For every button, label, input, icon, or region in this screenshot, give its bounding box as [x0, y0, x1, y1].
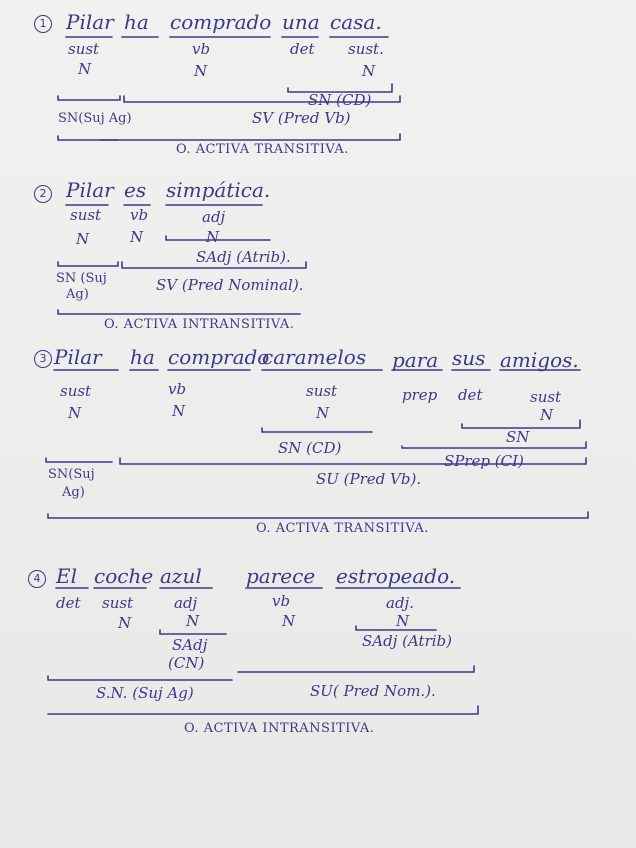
word-casa: casa.: [330, 10, 382, 34]
sn-subject-label: S.N. (Suj Ag): [96, 684, 194, 702]
nucleus-label: N: [282, 612, 296, 630]
sv-predicate-label: SV (Pred Nominal).: [156, 276, 304, 294]
cat-det: det: [56, 594, 81, 612]
sadj-cn-label: SAdj: [172, 636, 208, 654]
nucleus-label: N: [362, 62, 376, 80]
cat-sust: sust: [306, 382, 338, 400]
exercise-number-3: 3: [34, 350, 52, 368]
exercise-number-4: 4: [28, 570, 46, 588]
exercise-number-1: 1: [34, 15, 52, 33]
sentence-type-label: O. ACTIVA INTRANSITIVA.: [104, 317, 295, 332]
sv-predicate-label: SV (Pred Vb): [252, 109, 351, 127]
nucleus-label: N: [396, 612, 410, 630]
nucleus-label: N: [76, 230, 90, 248]
nucleus-label: N: [78, 60, 92, 78]
word-parece: parece: [246, 564, 316, 588]
word-estropeado: estropeado.: [336, 564, 456, 588]
sn-cd-label: SN (CD): [308, 91, 372, 109]
nucleus-label: N: [172, 402, 186, 420]
nucleus-label: N: [194, 62, 208, 80]
cat-vb: vb: [272, 592, 291, 610]
word-el: El: [56, 564, 77, 588]
nucleus-label: N: [540, 406, 554, 424]
cat-adj: adj: [202, 208, 226, 226]
sv-predicate-label: SU( Pred Nom.).: [310, 682, 436, 700]
sentence-type-label: O. ACTIVA TRANSITIVA.: [176, 142, 349, 157]
sn-label: SN: [506, 428, 530, 446]
word-una: una: [282, 10, 320, 34]
sn-subject-label: SN(Suj: [48, 467, 95, 482]
cat-sust: sust: [68, 40, 100, 58]
cat-sust: sust: [102, 594, 134, 612]
word-pilar: Pilar: [66, 10, 114, 34]
nucleus-label: N: [118, 614, 132, 632]
cat-sust: sust: [530, 388, 562, 406]
sn-subject-label: SN(Suj Ag): [58, 111, 132, 126]
nucleus-label: N: [316, 404, 330, 422]
cat-adj: adj.: [386, 594, 414, 612]
sn-subject-label-cont: Ag): [62, 485, 85, 500]
word-amigos: amigos.: [500, 348, 579, 372]
exercise-number-2: 2: [34, 185, 52, 203]
sadj-atrib-label: SAdj (Atrib): [362, 632, 452, 650]
sentence-type-label: O. ACTIVA TRANSITIVA.: [256, 521, 429, 536]
sadj-atrib-label: SAdj (Atrib).: [196, 248, 291, 266]
cat-prep: prep: [402, 386, 438, 404]
word-ha: ha: [124, 10, 149, 34]
sn-subject-label: SN (Suj: [56, 271, 107, 286]
word-es: es: [124, 178, 147, 202]
nucleus-label: N: [206, 228, 220, 246]
nucleus-label: N: [130, 228, 144, 246]
sadj-cn-label-cont: (CN): [168, 654, 205, 672]
word-sus: sus: [452, 346, 486, 370]
word-coche: coche: [94, 564, 154, 588]
cat-sust: sust: [70, 206, 102, 224]
cat-vb: vb: [130, 206, 149, 224]
word-pilar: Pilar: [66, 178, 114, 202]
cat-adj: adj: [174, 594, 198, 612]
sn-cd-label: SN (CD): [278, 439, 342, 457]
cat-sust: sust: [60, 382, 92, 400]
sn-subject-label-cont: Ag): [66, 287, 89, 302]
sv-predicate-label: SU (Pred Vb).: [316, 470, 422, 488]
word-para: para: [392, 348, 439, 372]
word-caramelos: caramelos: [262, 345, 367, 369]
cat-det: det: [458, 386, 483, 404]
cat-vb: vb: [192, 40, 211, 58]
cat-sust: sust.: [348, 40, 384, 58]
word-ha: ha: [130, 345, 155, 369]
cat-det: det: [290, 40, 315, 58]
sprep-ci-label: SPrep (CI): [444, 452, 524, 470]
word-comprado: comprado: [168, 345, 270, 369]
word-simpatica: simpática.: [166, 178, 271, 202]
word-comprado: comprado: [170, 10, 272, 34]
cat-vb: vb: [168, 380, 187, 398]
nucleus-label: N: [68, 404, 82, 422]
sentence-type-label: O. ACTIVA INTRANSITIVA.: [184, 721, 375, 736]
word-pilar: Pilar: [54, 345, 102, 369]
word-azul: azul: [160, 564, 202, 588]
nucleus-label: N: [186, 612, 200, 630]
